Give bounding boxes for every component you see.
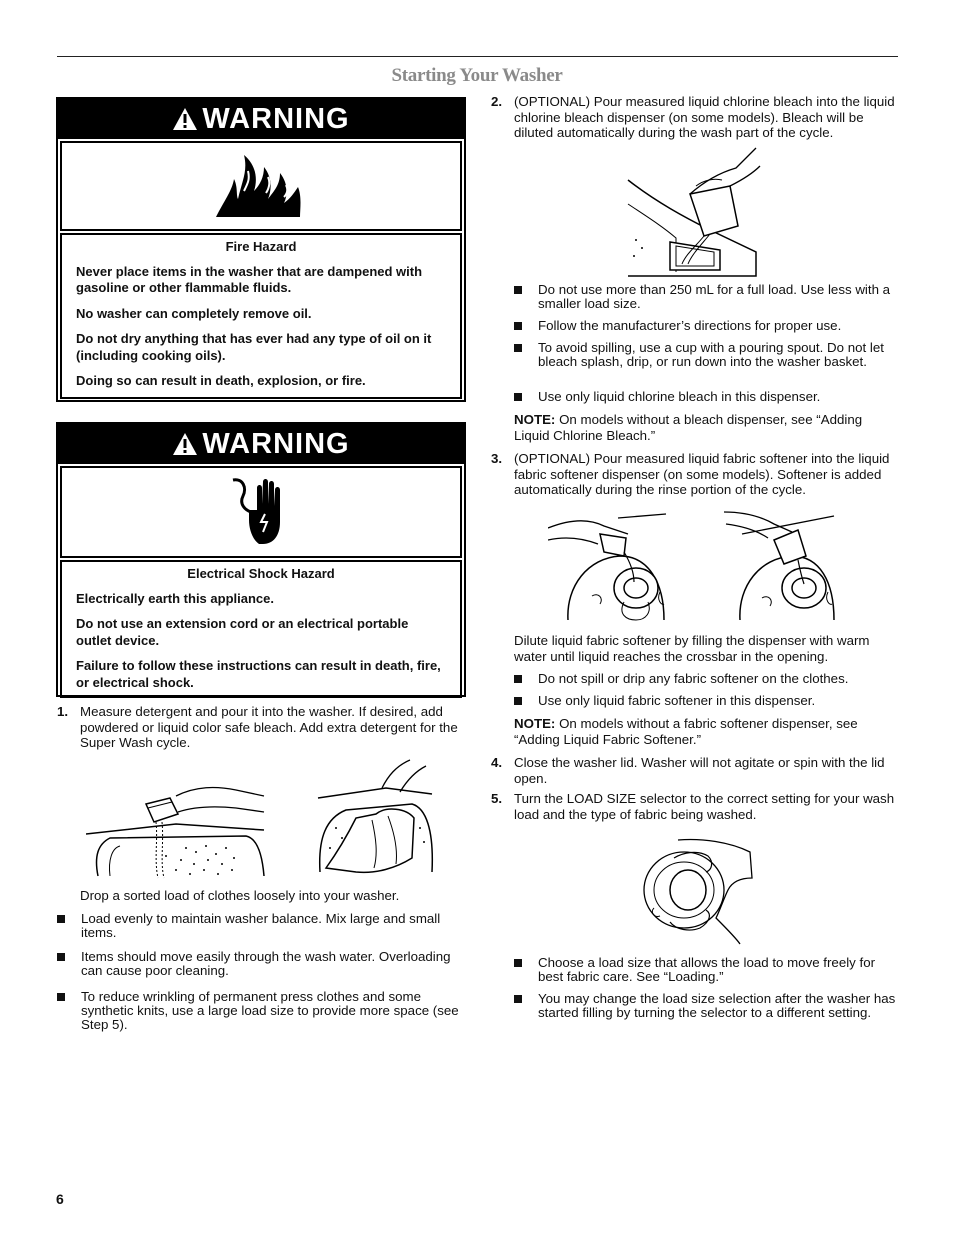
dilute-softener-text: Dilute liquid fabric softener by filling the dispenser with warm water until liquid reaches the crossbar in the opening. [514, 633, 870, 664]
bullet-square [57, 953, 65, 961]
list-item: To avoid spilling, use a cup with a pouring spout. Do not let bleach splash, drip, or run down into the washer basket. [514, 341, 900, 369]
step-text: Measure detergent and pour it into the washer. If desired, add powdered or liquid color safe bleach. Add extra detergent for the Super Wash cycle. [80, 704, 458, 750]
warning-line: Failure to follow these instructions can result in death, fire, or electrical shock. [76, 658, 441, 690]
step-1 [57, 704, 463, 751]
bullet-square [514, 995, 522, 1003]
bullet-square [514, 697, 522, 705]
load-clothes-illustration [316, 758, 436, 876]
hazard-title: Fire Hazard [225, 239, 297, 254]
bullet-square [514, 322, 522, 330]
list-item: Follow the manufacturer’s directions for proper use. [514, 319, 900, 333]
bullet-square [514, 393, 522, 401]
step-text: Close the washer lid. Washer will not agitate or spin with the lid open. [514, 755, 885, 786]
list-item: Do not spill or drip any fabric softener on the clothes. [514, 672, 900, 686]
fire-warning-box [56, 97, 466, 402]
bullet-square [514, 344, 522, 352]
step-text: Turn the LOAD SIZE selector to the correct setting for your wash load and the type of fabric being washed. [514, 791, 895, 822]
warning-header [58, 424, 464, 464]
list-item: Use only liquid fabric softener in this dispenser. [514, 694, 900, 708]
shock-warning-text [60, 560, 462, 698]
list-item: Do not use more than 250 mL for a full load. Use less with a smaller load size. [514, 283, 900, 311]
shock-warning-box [56, 422, 466, 697]
step-text: (OPTIONAL) Pour measured liquid fabric softener into the liquid fabric softener dispenser (on some models). Softener is added automatically during the rinse portion of the cycle. [514, 451, 890, 497]
section-title: Starting Your Washer [391, 65, 563, 86]
step-text: (OPTIONAL) Pour measured liquid chlorine bleach into the liquid chlorine bleach dispenser (on some models). Bleach will be diluted automatically during the wash part of the cycle. [514, 94, 895, 140]
shock-icon-area [60, 466, 462, 558]
note-bleach: NOTE: On models without a bleach dispenser, see “Adding Liquid Chlorine Bleach.” [514, 412, 863, 443]
pour-detergent-illustration [86, 756, 266, 880]
step-2 [491, 94, 899, 141]
fire-warning-text [60, 233, 462, 399]
drop-load-text: Drop a sorted load of clothes loosely into your washer. [80, 888, 400, 903]
bullet-square [514, 286, 522, 294]
warning-label: WARNING [202, 103, 350, 135]
warning-header [58, 99, 464, 139]
fire-icon [214, 151, 308, 221]
bullet-square [57, 993, 65, 1001]
warning-line: Never place items in the washer that are dampened with gasoline or other flammable fluids. [76, 263, 423, 295]
step-number: 4. [491, 755, 503, 770]
list-item: Items should move easily through the wash water. Overloading can cause poor cleaning. [57, 950, 463, 978]
step-number: 5. [491, 791, 503, 806]
fire-icon-area [60, 141, 462, 231]
warning-line: No washer can completely remove oil. [76, 305, 312, 321]
warning-line: Electrically earth this appliance. [76, 590, 274, 606]
step-3 [491, 451, 899, 498]
list-item: To reduce wrinkling of permanent press clothes and some synthetic knits, use a large load size to provide more space (see Step 5). [57, 990, 463, 1032]
hazard-title: Electrical Shock Hazard [187, 566, 335, 581]
list-item: You may change the load size selection after the washer has started filling by turning the selector to a different setting. [514, 992, 900, 1020]
list-item: Choose a load size that allows the load to move freely for best fabric care. See “Loading.” [514, 956, 900, 984]
pour-bleach-illustration [626, 146, 762, 280]
warning-line: Doing so can result in death, explosion, or fire. [76, 373, 366, 388]
page-number: 6 [56, 1191, 64, 1207]
step-number: 3. [491, 451, 503, 466]
warning-label: WARNING [202, 428, 350, 460]
pour-softener-illustration-2 [722, 510, 836, 622]
warning-line: Do not use an extension cord or an electrical portable outlet device. [76, 616, 409, 648]
load-size-knob-illustration [640, 838, 756, 946]
warning-triangle-icon [172, 432, 198, 456]
step-5 [491, 791, 899, 822]
list-item: Use only liquid chlorine bleach in this dispenser. [514, 390, 900, 404]
step-number: 1. [57, 704, 69, 719]
bullet-square [57, 915, 65, 923]
warning-triangle-icon [172, 107, 198, 131]
bullet-square [514, 959, 522, 967]
note-softener: NOTE: On models without a fabric softener dispenser, see “Adding Liquid Fabric Softener.” [514, 716, 858, 747]
step-number: 2. [491, 94, 503, 109]
pour-softener-illustration-1 [548, 512, 668, 622]
electrical-shock-icon [229, 474, 293, 550]
bullet-square [514, 675, 522, 683]
top-rule [57, 56, 898, 57]
step-4 [491, 755, 899, 786]
warning-line: Do not dry anything that has ever had any type of oil on it (including cooking oils). [76, 331, 432, 363]
list-item: Load evenly to maintain washer balance. Mix large and small items. [57, 912, 463, 940]
